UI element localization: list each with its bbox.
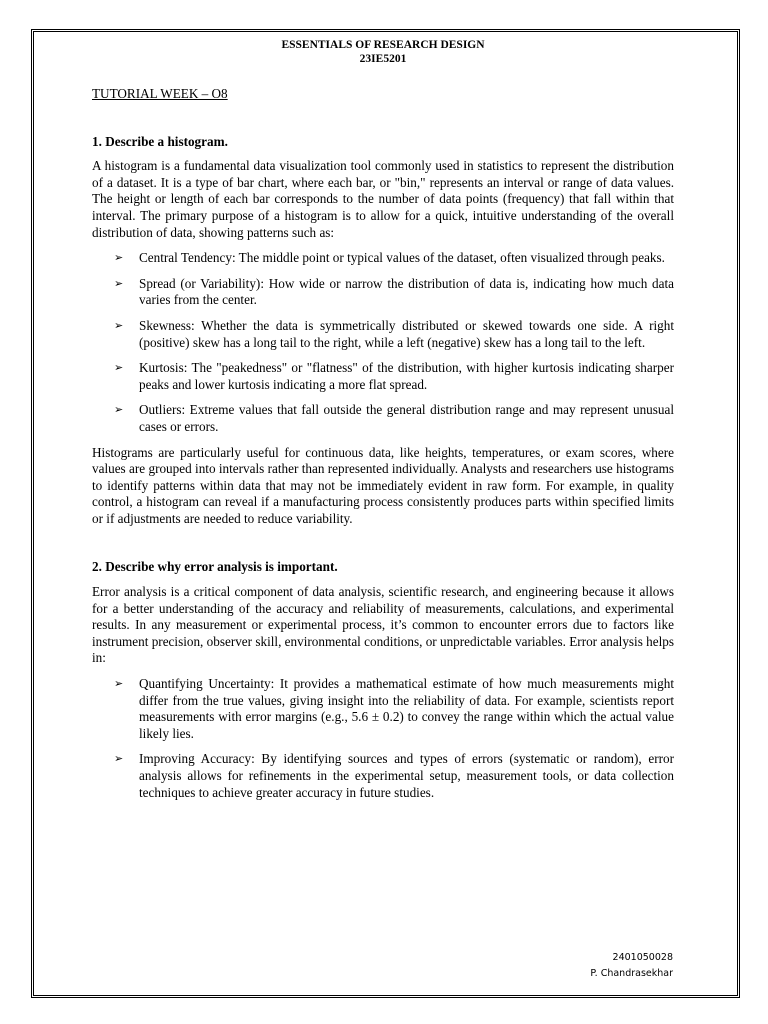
section2-intro: Error analysis is a critical component of data analysis, scientific research, and engineering because it allows for a better understanding of the accuracy and reliability of measurements, calculations, and experimental results. In any measurement or experimental process, it’s common to encounter errors due to factors like instrument precision, observer skill, environmental conditions, or unpredictable variables. Error analysis helps in: xyxy=(92,584,674,666)
list-item: ➢ Outliers: Extreme values that fall outside the general distribution range and may represent unusual cases or errors. xyxy=(114,402,674,434)
course-title: ESSENTIALS OF RESEARCH DESIGN xyxy=(281,39,485,51)
arrow-bullet-icon: ➢ xyxy=(114,319,124,332)
list-item: ➢ Central Tendency: The middle point or typical values of the dataset, often visualized through peaks. xyxy=(114,250,665,266)
tutorial-label: TUTORIAL WEEK – O8 xyxy=(92,86,228,101)
arrow-bullet-icon: ➢ xyxy=(114,252,124,265)
list-item: ➢ Improving Accuracy: By identifying sources and types of errors (systematic or random), error analysis allows for refinements in the experimental setup, measurement tools, or data collection techniques to achieve greater accuracy in future studies. xyxy=(114,751,674,800)
section1-title: 1. Describe a histogram. xyxy=(92,133,228,149)
section2-bullet-list xyxy=(92,676,674,801)
document-body xyxy=(92,38,674,810)
section1-closing: Histograms are particularly useful for continuous data, like heights, temperatures, or exam scores, where values are grouped into intervals rather than represented individually. Analysts and researchers use histograms to identify patterns within data that may not be immediately evident in raw form. For example, in quality control, a histogram can reveal if a manufacturing process consistently produces parts within specified limits or if adjustments are needed to reduce variability. xyxy=(92,444,674,526)
tutorial-heading xyxy=(92,86,674,103)
page-footer xyxy=(590,950,673,982)
student-name: P. Chandrasekhar xyxy=(590,968,673,979)
list-item: ➢ Skewness: Whether the data is symmetrically distributed or skewed towards one side. A right (positive) skew has a long tail to the right, while a left (negative) skew has a long tail to the left. xyxy=(114,317,674,350)
arrow-bullet-icon: ➢ xyxy=(114,404,124,417)
section1-intro: A histogram is a fundamental data visualization tool commonly used in statistics to represent the distribution of a dataset. It is a type of bar chart, where each bar, or "bin," represents an interval or range of data values. The height or length of each bar corresponds to the number of data points (frequency) that fall within that interval. The primary purpose of a histogram is to allow for a quick, intuitive understanding of the overall distribution of data, showing patterns such as: xyxy=(92,158,674,240)
arrow-bullet-icon: ➢ xyxy=(114,277,124,290)
arrow-bullet-icon: ➢ xyxy=(114,362,124,375)
list-item: ➢ Spread (or Variability): How wide or narrow the distribution of data is, indicating how much data varies from the center. xyxy=(114,275,674,308)
section2-title: 2. Describe why error analysis is important. xyxy=(92,559,338,575)
section1-bullet-list xyxy=(92,250,674,435)
arrow-bullet-icon: ➢ xyxy=(114,678,124,691)
list-item: ➢ Kurtosis: The "peakedness" or "flatness" of the distribution, with higher kurtosis indicating sharper peaks and lower kurtosis indicating a more flat spread. xyxy=(114,360,674,392)
student-id: 2401050028 xyxy=(612,952,673,963)
course-code: 23IE5201 xyxy=(359,53,407,65)
list-item: ➢ Quantifying Uncertainty: It provides a mathematical estimate of how much measurements might differ from the true values, giving insight into the reliability of data. For example, scientists report measurements with error margins (e.g., 5.6 ± 0.2) to convey the range within which the actual value likely lies. xyxy=(114,676,674,741)
document-header xyxy=(92,38,674,66)
arrow-bullet-icon: ➢ xyxy=(114,753,124,766)
